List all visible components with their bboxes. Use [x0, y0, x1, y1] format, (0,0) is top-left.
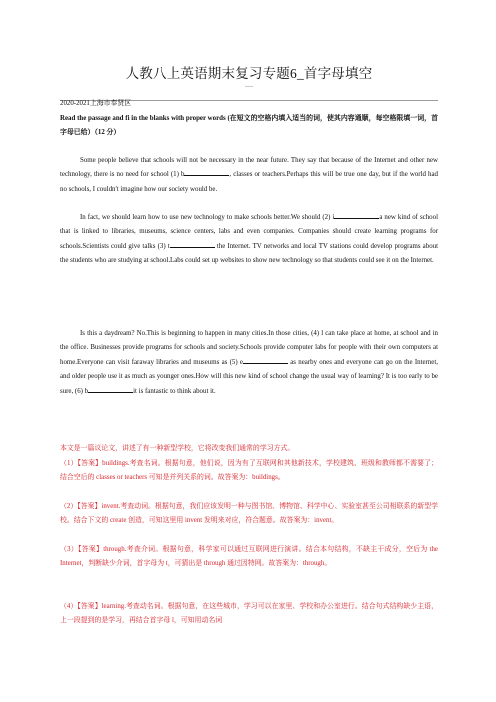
passage-text: Some people believe that schools will not be necessary in the near future. They say that because of the Internet and other new technology, there is no need for school (1) b	[60, 157, 438, 179]
passage-text: a new kind of school that is linked to libraries, museums, science centers, labs and even companies. Companies should create learning programs for schools.Scientists could give talks (3) t	[60, 214, 438, 250]
answer-3: （3）【答案】through.考查介词。根据句意，科学家可以通过互联网进行演讲。结合本句结构，不缺主干成分，空后为 the Internet，判断缺少介词，首字母为 t，可猜出是 through 通过因特网。故答案为：through。	[60, 546, 438, 568]
passage-text: it is fantastic to think about it.	[133, 387, 216, 395]
source-line: 2020-2021上海市奉贤区	[60, 100, 132, 107]
passage-text: the Internet. TV networks and local TV stations could develop programs about the students who are studying at school.Labs could set up websites to show new technology so that students could see it on the Internet.	[60, 242, 438, 265]
document-title: 人教八上英语期末复习专题6_首字母填空	[125, 66, 373, 81]
title-separator: —	[245, 81, 253, 90]
blank-2	[334, 211, 379, 219]
passage-text: In fact, we should learn how to use new technology to make schools better.We should (2) i	[80, 214, 335, 221]
analysis-summary: 本文是一篇议论文，讲述了有一种新型学校，它将改变我们通常的学习方式。	[60, 445, 295, 452]
answer-1: （1）【答案】buildings.考查名词。根据句意，他们说，因为有了互联网和其他新技术，学校建筑、班级和教师都不需要了；结合空后的 classes or teachers 可知是并列关系的词。故答案为：buildings。	[60, 460, 438, 482]
passage-text: Is this a daydream? No.This is beginning to happen in many cities.In those cities, (4) l can take place at home, at school and in the office. Businesses provide programs for schools and society.Schools provide computer labs for people with their own computers at home.Everyone can visit faraway libraries and museums as (5) e	[60, 330, 438, 366]
blank-1	[184, 168, 229, 176]
passage-text: , classes or teachers.Perhaps this will be true one day, but if the world had no schools, I couldn't imagine how our society would be.	[60, 171, 438, 193]
answer-4: （4）【答案】learning.考查动名词。根据句意，在这些城市，学习可以在家里、学校和办公室进行。结合句式结构缺少主语，上一段提到的是学习，再结合首字母 l，可知用动名词	[60, 603, 438, 625]
passage-paragraph-3	[60, 327, 438, 399]
blank-5	[243, 356, 288, 364]
instruction: Read the passage and fi in the blanks with proper words (在短文的空格内填入适当的词，使其内容通顺，每空格限填一词，首字母已给）（12 分）	[60, 115, 438, 137]
passage-text: as nearby ones and everyone can go on the Internet, and older people use it as much as younger ones.How will this new kind of school change the usual way of learning? It is too early to be sure, (6) b	[60, 358, 438, 395]
blank-6	[88, 385, 133, 393]
blank-3	[170, 240, 215, 248]
passage-paragraph-1	[60, 154, 438, 197]
passage-paragraph-2	[60, 211, 438, 269]
answer-2: （2）【答案】invent.考查动词。根据句意，我们应该发明一种与图书馆、博物馆、科学中心、实验室甚至公司相联系的新型学校。结合下文的 create 创造，可知这里用 invent 发明来对应，符合题意。故答案为：invent。	[60, 503, 438, 525]
